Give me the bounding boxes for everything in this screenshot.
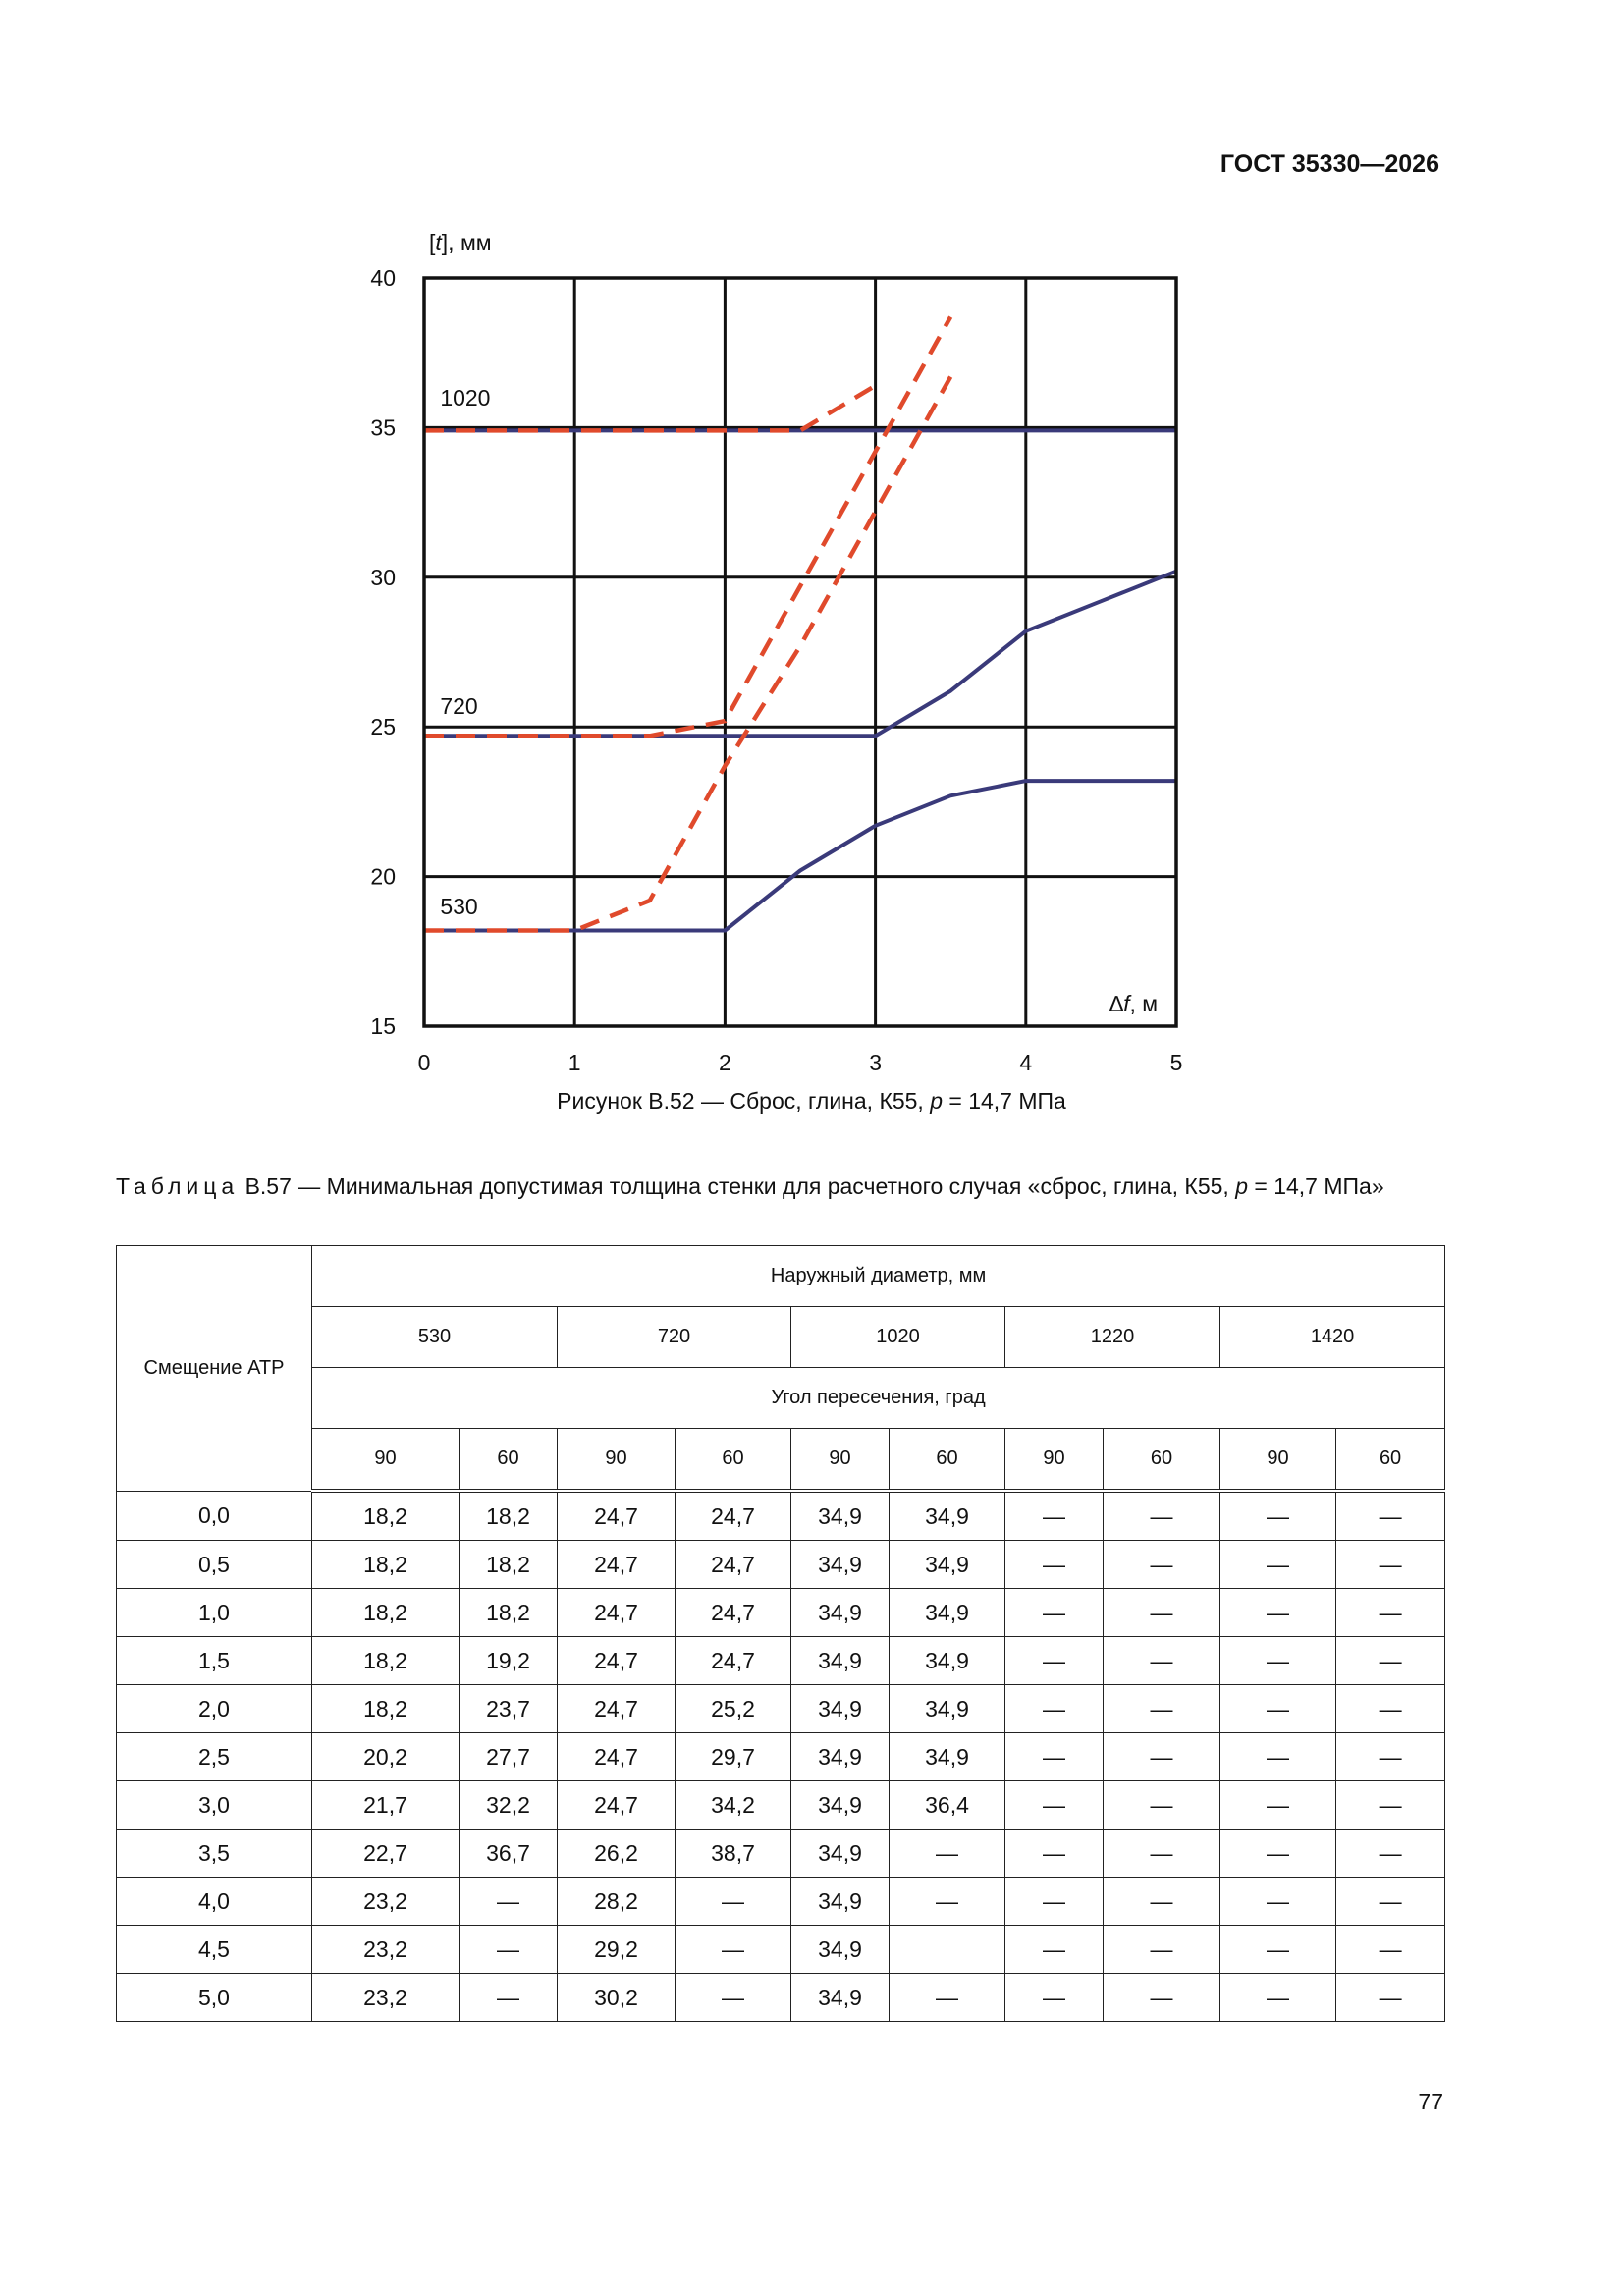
value-cell: 34,9	[791, 1541, 890, 1589]
value-cell: 29,2	[558, 1926, 676, 1974]
y-tick-label: 25	[370, 714, 396, 740]
value-cell: 23,7	[460, 1685, 558, 1733]
value-cell: 18,2	[460, 1541, 558, 1589]
value-cell: 25,2	[676, 1685, 791, 1733]
y-tick-label: 15	[370, 1013, 396, 1039]
x-tick-label: 3	[869, 1050, 882, 1075]
value-cell: 24,7	[558, 1637, 676, 1685]
x-tick-label: 1	[568, 1050, 581, 1075]
value-cell: —	[1005, 1878, 1104, 1926]
chart-labels	[370, 265, 1182, 1075]
angle-label-row	[117, 1368, 1445, 1429]
value-cell: 22,7	[312, 1830, 460, 1878]
value-cell: 24,7	[676, 1491, 791, 1541]
value-cell: —	[460, 1926, 558, 1974]
value-cell: —	[1220, 1781, 1336, 1830]
value-cell: —	[1104, 1974, 1220, 2022]
diameter-cell: 720	[558, 1307, 791, 1368]
value-cell: —	[1104, 1589, 1220, 1637]
value-cell: 18,2	[312, 1589, 460, 1637]
value-cell: 34,9	[890, 1733, 1005, 1781]
value-cell: 18,2	[312, 1637, 460, 1685]
value-cell: —	[1220, 1974, 1336, 2022]
value-cell: —	[676, 1926, 791, 1974]
value-cell: —	[1220, 1878, 1336, 1926]
value-cell: —	[676, 1878, 791, 1926]
angle-cell: 60	[890, 1429, 1005, 1492]
series-line-720-90	[424, 572, 1176, 737]
value-cell: 30,2	[558, 1974, 676, 2022]
value-cell: —	[1336, 1878, 1445, 1926]
value-cell: —	[1336, 1830, 1445, 1878]
value-cell: 24,7	[676, 1541, 791, 1589]
y-tick-label: 30	[370, 564, 396, 590]
chart-grid	[424, 278, 1176, 1026]
value-cell: —	[890, 1830, 1005, 1878]
diameter-cell: 1220	[1005, 1307, 1220, 1368]
value-cell: —	[1104, 1878, 1220, 1926]
offset-cell: 4,0	[117, 1878, 312, 1926]
outer-diameter-header: Наружный диаметр, мм	[312, 1246, 1445, 1307]
curve-label: 720	[440, 692, 478, 719]
value-cell: —	[1220, 1637, 1336, 1685]
table-row	[117, 1830, 1445, 1878]
value-cell: —	[1104, 1781, 1220, 1830]
diameter-row	[117, 1307, 1445, 1368]
value-cell: 23,2	[312, 1926, 460, 1974]
y-axis-label: [t], мм	[429, 230, 492, 255]
value-cell: —	[1005, 1491, 1104, 1541]
y-tick-label: 35	[370, 414, 396, 441]
value-cell: —	[1220, 1685, 1336, 1733]
value-cell: —	[1336, 1733, 1445, 1781]
offset-cell: 2,0	[117, 1685, 312, 1733]
value-cell: —	[890, 1974, 1005, 2022]
value-cell: 18,2	[312, 1685, 460, 1733]
value-cell: 34,9	[890, 1541, 1005, 1589]
value-cell: —	[1220, 1830, 1336, 1878]
value-cell: —	[1336, 1685, 1445, 1733]
curve-label: 530	[440, 894, 478, 920]
table-row	[117, 1637, 1445, 1685]
value-cell: 28,2	[558, 1878, 676, 1926]
angle-cell: 90	[558, 1429, 676, 1492]
value-cell	[890, 1926, 1005, 1974]
angle-cell: 90	[1005, 1429, 1104, 1492]
table-row	[117, 1878, 1445, 1926]
value-cell: 24,7	[558, 1589, 676, 1637]
table-row	[117, 1589, 1445, 1637]
angle-cell: 90	[1220, 1429, 1336, 1492]
value-cell: 38,7	[676, 1830, 791, 1878]
value-cell: 23,2	[312, 1878, 460, 1926]
value-cell: 34,9	[890, 1491, 1005, 1541]
table-header-row	[117, 1246, 1445, 1307]
value-cell: —	[1220, 1491, 1336, 1541]
value-cell: 36,7	[460, 1830, 558, 1878]
offset-cell: 3,5	[117, 1830, 312, 1878]
angle-cell: 60	[676, 1429, 791, 1492]
table-title: Таблица В.57 — Минимальная допустимая толщина стенки для расчетного случая «сброс, глина, К55, p = 14,7 МПа»	[116, 1174, 1384, 1199]
diameter-cell: 1420	[1220, 1307, 1445, 1368]
value-cell: —	[1104, 1491, 1220, 1541]
curve-label: 1020	[440, 384, 491, 410]
angle-cell: 90	[791, 1429, 890, 1492]
x-tick-label: 4	[1019, 1050, 1033, 1075]
value-cell: —	[460, 1974, 558, 2022]
plot-frame	[424, 278, 1176, 1026]
value-cell: 32,2	[460, 1781, 558, 1830]
value-cell: —	[460, 1878, 558, 1926]
value-cell: 24,7	[558, 1733, 676, 1781]
thickness-chart	[0, 0, 1623, 1080]
value-cell: 34,9	[890, 1685, 1005, 1733]
value-cell: —	[1336, 1491, 1445, 1541]
diameter-cell: 1020	[791, 1307, 1005, 1368]
value-cell: 34,9	[791, 1974, 890, 2022]
value-cell: 34,9	[791, 1878, 890, 1926]
value-cell: —	[1336, 1541, 1445, 1589]
thickness-table	[116, 1245, 1445, 2022]
value-cell: —	[1336, 1637, 1445, 1685]
value-cell: 36,4	[890, 1781, 1005, 1830]
value-cell: 20,2	[312, 1733, 460, 1781]
value-cell: —	[1220, 1733, 1336, 1781]
x-axis-label: ∆f, м	[1109, 991, 1159, 1016]
y-tick-label: 40	[370, 265, 396, 291]
angle-cell: 90	[312, 1429, 460, 1492]
offset-cell: 1,0	[117, 1589, 312, 1637]
value-cell: 24,7	[558, 1491, 676, 1541]
value-cell: 26,2	[558, 1830, 676, 1878]
value-cell: 19,2	[460, 1637, 558, 1685]
value-cell: —	[1220, 1541, 1336, 1589]
angle-header: Угол пересечения, град	[312, 1368, 1445, 1429]
value-cell: —	[1336, 1589, 1445, 1637]
table-row	[117, 1541, 1445, 1589]
value-cell: —	[1336, 1974, 1445, 2022]
table-row	[117, 1974, 1445, 2022]
angle-cell: 60	[1336, 1429, 1445, 1492]
value-cell: —	[676, 1974, 791, 2022]
value-cell: 24,7	[558, 1541, 676, 1589]
angle-cell: 60	[1104, 1429, 1220, 1492]
value-cell: —	[1005, 1685, 1104, 1733]
value-cell: —	[1104, 1926, 1220, 1974]
value-cell: —	[1005, 1926, 1104, 1974]
document-code: ГОСТ 35330—2026	[1219, 150, 1439, 178]
chart-series	[424, 317, 1176, 931]
table-row	[117, 1781, 1445, 1830]
angle-row	[117, 1429, 1445, 1492]
value-cell: 34,9	[791, 1781, 890, 1830]
value-cell: 27,7	[460, 1733, 558, 1781]
offset-cell: 4,5	[117, 1926, 312, 1974]
series-line-530-90	[424, 781, 1176, 930]
value-cell: 18,2	[460, 1491, 558, 1541]
value-cell: —	[1005, 1974, 1104, 2022]
table-row	[117, 1733, 1445, 1781]
value-cell: —	[1104, 1685, 1220, 1733]
value-cell: 23,2	[312, 1974, 460, 2022]
offset-cell: 3,0	[117, 1781, 312, 1830]
value-cell: —	[1104, 1830, 1220, 1878]
x-tick-label: 5	[1169, 1050, 1183, 1075]
value-cell: 34,9	[791, 1830, 890, 1878]
angle-cell: 60	[460, 1429, 558, 1492]
value-cell: 24,7	[676, 1589, 791, 1637]
value-cell: 18,2	[312, 1541, 460, 1589]
value-cell: 24,7	[558, 1685, 676, 1733]
value-cell: 34,9	[791, 1589, 890, 1637]
offset-cell: 2,5	[117, 1733, 312, 1781]
value-cell: —	[1336, 1926, 1445, 1974]
value-cell: —	[890, 1878, 1005, 1926]
value-cell: 34,9	[791, 1491, 890, 1541]
value-cell: —	[1220, 1589, 1336, 1637]
offset-cell: 0,5	[117, 1541, 312, 1589]
offset-cell: 0,0	[117, 1491, 312, 1541]
chart-frame	[424, 278, 1176, 1026]
value-cell: —	[1104, 1541, 1220, 1589]
diameter-cell: 530	[312, 1307, 558, 1368]
value-cell: 34,2	[676, 1781, 791, 1830]
table-row	[117, 1491, 1445, 1541]
value-cell: 34,9	[791, 1926, 890, 1974]
x-tick-label: 2	[719, 1050, 731, 1075]
value-cell: 34,9	[791, 1733, 890, 1781]
series-line-720-60	[424, 317, 950, 737]
value-cell: —	[1005, 1637, 1104, 1685]
value-cell: 34,9	[791, 1685, 890, 1733]
value-cell: 29,7	[676, 1733, 791, 1781]
row-header-cell: Смещение АТР	[117, 1246, 312, 1492]
table-row	[117, 1685, 1445, 1733]
value-cell: 21,7	[312, 1781, 460, 1830]
y-tick-label: 20	[370, 863, 396, 890]
value-cell: —	[1104, 1733, 1220, 1781]
value-cell: 24,7	[676, 1637, 791, 1685]
page-number: 77	[1418, 2089, 1443, 2114]
offset-cell: 5,0	[117, 1974, 312, 2022]
value-cell: —	[1005, 1781, 1104, 1830]
value-cell: 24,7	[558, 1781, 676, 1830]
value-cell: —	[1005, 1589, 1104, 1637]
series-line-1020-60	[424, 386, 876, 431]
value-cell: 34,9	[890, 1589, 1005, 1637]
value-cell: —	[1220, 1926, 1336, 1974]
offset-cell: 1,5	[117, 1637, 312, 1685]
value-cell: 18,2	[460, 1589, 558, 1637]
value-cell: 34,9	[791, 1637, 890, 1685]
value-cell: —	[1005, 1830, 1104, 1878]
table-row	[117, 1926, 1445, 1974]
value-cell: 34,9	[890, 1637, 1005, 1685]
value-cell: 18,2	[312, 1491, 460, 1541]
value-cell: —	[1336, 1781, 1445, 1830]
value-cell: —	[1104, 1637, 1220, 1685]
value-cell: —	[1005, 1541, 1104, 1589]
x-tick-label: 0	[417, 1050, 431, 1075]
value-cell: —	[1005, 1733, 1104, 1781]
figure-caption: Рисунок В.52 — Сброс, глина, К55, p = 14,7 МПа	[557, 1088, 1066, 1114]
